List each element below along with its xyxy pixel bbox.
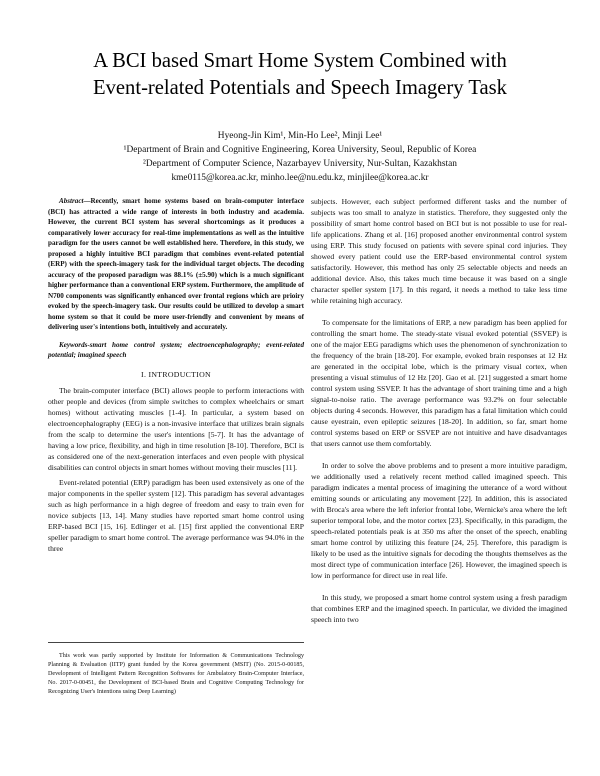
paper-title	[20, 48, 580, 102]
body-paragraph: To compensate for the limitations of ERP, a new paradigm has been applied for controlling the smart home. The steady-state visual evoked potential (SSVEP) is one of the major EEG paradigms which uses the phenomenon of synchronization to the frequency of the brain [18-20]. For example, evoked brain responses at 12 Hz are generated in the occipital lobe, which is the primary visual cortex, when presenting a visual stimulus of 12 Hz [20]. Gao et al. [21] suggested a smart home control system using SSVEP. It has the advantage of short training time and a high signal-to-noise ratio. The average performance was 93.2% on four selectable objects during 4 seconds. However, this paradigm has a fatal limitation which could cause eyestrain, even epileptic seizures [18-20]. In addition, so far, smart home control systems based on ERP or SSVEP are not intuitive and have disadvantages that users cannot use them comfortably.	[311, 318, 567, 448]
body-paragraph: In order to solve the above problems and to present a more intuitive paradigm, we additionally used a relatively recent method called imagined speech. This paradigm indicates a mental process of imagining the utterance of a word without emitting sounds or articulating any movement [22]. In addition, this is associated with Broca's area where the left inferior frontal lobe, Wernicke's area where the left superior temporal lobe, and the motor cortex [23]. Specifically, in this paradigm, the speech-related potentials peak is at 350 ms after the onset of the speech, enabling smart home control by utilizing this feature [24, 25]. Therefore, this paradigm is likely to be used as the intuitive signals for decoding the thoughts themselves as the most direct type of communication interface [26]. However, the imagined speech is low in performance for direct use in real life.	[311, 461, 567, 580]
body-paragraph: subjects. However, each subject performed different tasks and the number of subjects was too small to analyze in statistics. Therefore, they suggested only the possibility of smart home control based on BCI but is not possible to use for real-life applications. Zhang et al. [16] proposed another environmental control system using ERP. This study focused on patients with severe spinal cord injuries. They showed every patient could use the ERP-based environmental control system satisfactorily. However, this method has only 25 selectable objects and needs an additional device. Also, this takes much time because it was based on a single character speller system [17]. In this regard, it needs a method to take less time while retaining high accuracy.	[311, 197, 567, 305]
keywords: Keywords-smart home control system; electroencephalography; event-related potential; imagined speech	[48, 340, 304, 359]
title-line: Event-related Potentials and Speech Imagery Task	[93, 77, 507, 99]
right-column	[311, 196, 567, 625]
author-names: Hyeong-Jin Kim¹, Min-Ho Lee², Minji Lee¹	[217, 131, 383, 141]
abstract	[48, 196, 304, 333]
abstract-lead: Abstract	[59, 197, 84, 205]
author-block	[20, 129, 580, 185]
author-emails: kme0115@korea.ac.kr, minho.lee@nu.edu.kz, minjilee@korea.ac.kr	[171, 173, 429, 183]
funding-footnote: This work was partly supported by Institute for Information & Communications Technology Planning & Evaluation (IITP) grant funded by the Korea government (MSIT) (No. 2015-0-00185, Development of Intelligent Pattern Recognition Softwares for Ambulatory Brain-Computer Interface, No. 2017-0-00451, the Development of BCI-based Brain and Cognitive Computing Technology for Recognizing User's Intentions using Deep Learning)	[48, 653, 304, 695]
body-paragraph: Event-related potential (ERP) paradigm has been used extensively as one of the major components in the speller system [12]. This paradigm has several advantages such as high performance in a high degree of freedom and easy to train even for novice subjects [13, 14]. Many studies have reported smart home control using ERP-based BCI [15, 16]. Edlinger et al. [15] first applied the conventional ERP speller paradigm to smart home control. The average performance was 94.0% in the three	[48, 477, 304, 553]
title-line: A BCI based Smart Home System Combined with	[93, 50, 507, 72]
section-heading: I. INTRODUCTION	[141, 369, 211, 379]
body-paragraph: The brain-computer interface (BCI) allows people to perform interactions with other people and devices (from simple switches to complex wheelchairs or smart homes) without activating muscles [1-4]. In particular, a system based on electroencephalography (EEG) is a non-invasive interface that utilizes brain signals from the scalp to determine the user's intentions [5-7]. It has the advantage of having a low price, flexibility, and high in time resolution [8-10]. Therefore, BCI is as considered one of the next-generation interfaces and even people with physical disabilities can control objects in smart homes without moving their muscles [11].	[48, 385, 304, 472]
affiliation: ¹Department of Brain and Cognitive Engineering, Korea University, Seoul, Republic of Korea	[123, 145, 477, 155]
affiliation: ²Department of Computer Science, Nazarbayev University, Nur-Sultan, Kazakhstan	[143, 159, 457, 169]
body-paragraph: In this study, we proposed a smart home control system using a fresh paradigm that combines ERP and the imagined speech. In particular, we divided the imagined speech into two	[311, 593, 567, 624]
footnote-divider	[48, 642, 304, 643]
left-column	[48, 196, 304, 554]
abstract-text: —Recently, smart home systems based on brain-computer interface (BCI) has attracted a wide range of interests in both industry and academia. However, the current BCI system has several shortcomings as it produces a comparatively lower accuracy for real-time implementations as well as the intuitive paradigm for the users cannot be well established here. Therefore, in this study, we proposed a highly intuitive BCI paradigm that combines event-related potential (ERP) with the speech-imagery task for the individual target objects. The decoding accuracy of the proposed paradigm was 88.1% (±5.90) which is a much significant higher performance than a conventional ERP system. Furthermore, the amplitude of N700 components was significantly enhanced over frontal regions which are prioiry evoked by the speech-imagery task. Our results could be utilized to develop a smart home system so that it could be more user-friendly and convenient by means of delivering user's intentions both, intuitively and accurately.	[48, 197, 304, 331]
